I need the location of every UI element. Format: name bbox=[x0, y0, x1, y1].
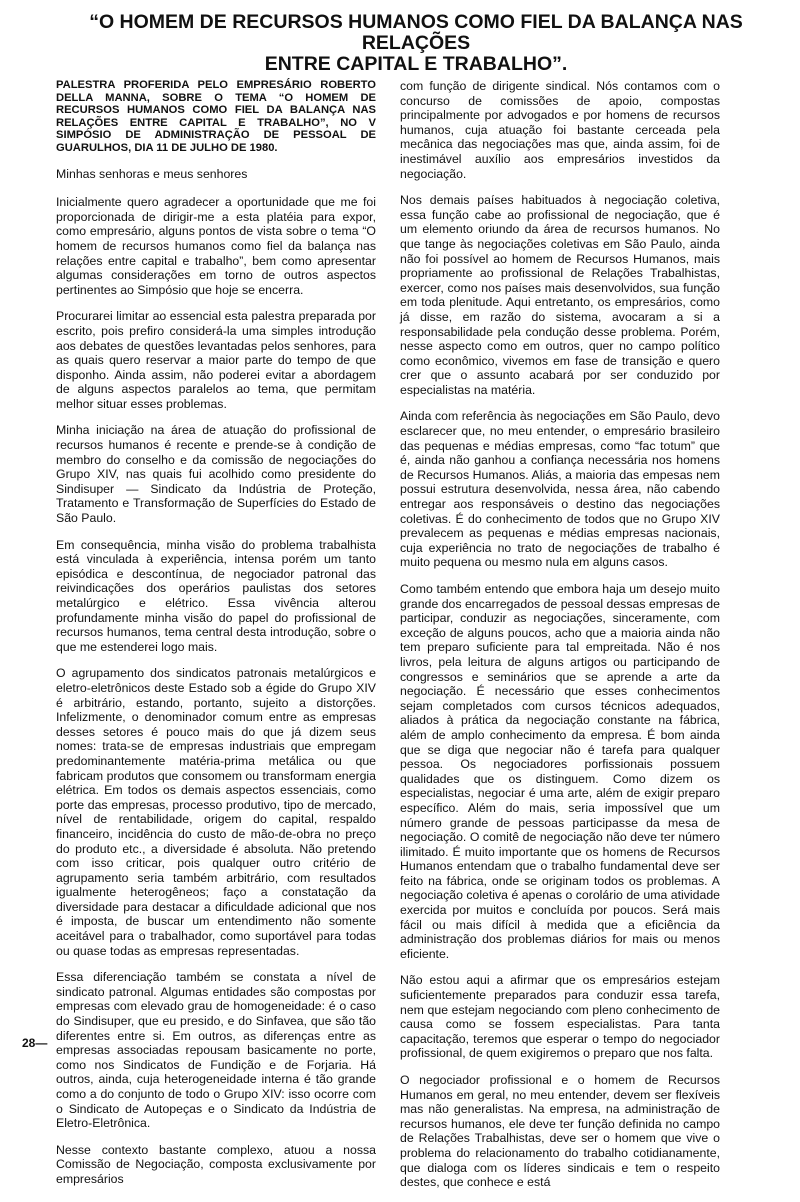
title-line: “O HOMEM DE RECURSOS HUMANOS COMO FIEL DA BALANÇA NAS RELAÇÕES bbox=[89, 11, 743, 54]
paragraph: O negociador profissional e o homem de Recursos Humanos em geral, no meu entender, devem ser flexíveis mas não generalistas. Na empresa, na administração de recursos humanos, ele deve ter função definida no campo de Relações Trabalhistas, deve ser o homem que vive o problema do relacionamento do trabalho cotidianamente, que dialoga com os líderes sindicais e tem o respeito destes, que conhece e está bbox=[400, 1073, 720, 1190]
paragraph: O agrupamento dos sindicatos patronais metalúrgicos e eletro-eletrônicos deste Estado sob a égide do Grupo XIV é arbitrário, estando, portanto, sujeito a distorções. Infelizmente, o denominador comum entre as empresas desses setores é pouco mais do que já dizem seus nomes: trata-se de empresas industriais que empregam predominantemente matéria-prima metálica ou que fabricam produtos que consomem ou transformam energia elétrica. Em todos os demais aspectos essenciais, como porte das empresas, processo produtivo, tipo de mercado, nível de rentabilidade, origem do capital, respaldo financeiro, incidência do custo de mão-de-obra no preço do produto etc., a diversidade é absoluta. Não pretendo com isso criticar, pois qualquer outro critério de agrupamento seria também arbitrário, com resultados igualmente heterogêneos; faço a constatação da diversidade para destacar a dificuldade adicional que nos é imposta, de buscar um entendimento não somente aceitável para o trabalhador, como suportável para todas ou quase todas as empresas representadas. bbox=[56, 666, 376, 958]
paragraph: Em consequência, minha visão do problema trabalhista está vinculada à experiência, intensa porém um tanto episódica e descontínua, de negociador patronal das reivindicações dos operários paulistas dos setores metalúrgico e elétrico. Essa vivência alterou profundamente minha visão do papel do profissional de recursos humanos, tema central desta introdução, sobre o que me estenderei logo mais. bbox=[56, 537, 376, 654]
text-columns bbox=[56, 79, 760, 1202]
paragraph: Minha iniciação na área de atuação do profissional de recursos humanos é recente e prende-se à condição de membro do conselho e da comissão de negociações do Grupo XIV, nas quais fui acolhido como presidente do Sindisuper — Sindicato da Indústria de Proteção, Tratamento e Transformação de Superfícies do Estado de São Paulo. bbox=[56, 423, 376, 526]
paragraph: com função de dirigente sindical. Nós contamos com o concurso de comissões de apoio, compostas principalmente por advogados e por homens de recursos humanos, cuja atuação foi bastante cerceada pela mecânica das negociações mas que, ainda assim, foi de inestimável auxílio aos empresários investidos da negociação. bbox=[400, 79, 720, 181]
page-number: 28— bbox=[22, 1036, 48, 1050]
paragraph: Procurarei limitar ao essencial esta palestra preparada por escrito, pois prefiro considerá-la uma simples introdução aos debates de questões levantadas pelos senhores, para as quais quero reservar a maior parte do tempo de que disponho. Ainda assim, não poderei evitar a abordagem de alguns aspectos paralelos ao tema, que permitam melhor situar esses problemas. bbox=[56, 309, 376, 411]
left-column bbox=[56, 79, 376, 1202]
paragraph: Essa diferenciação também se constata a nível de sindicato patronal. Algumas entidades são compostas por empresas com elevado grau de homogeneidade: é o caso do Sindisuper, que eu presido, e do Sinfavea, que são tão diferentes entre si. Em outros, as diferenças entre as empresas associadas repousam basicamente no porte, como nos Sindicatos de Fundição e de Forjaria. Há outros, ainda, cuja heterogeneidade interna é tão grande como a do conjunto de todo o Grupo XIV: isso ocorre com o Sindicato de Autopeças e o Sindicato da Indústria de Eletro-Eletrônica. bbox=[56, 970, 376, 1131]
paragraph: Não estou aqui a afirmar que os empresários estejam suficientemente preparados para conduzir essa tarefa, nem que estejam negociando com pleno conhecimento de causa como se fossem especialistas. Para tanta capacitação, teremos que esperar o tempo do negociador profissional, de quem exigiremos o preparo que nos falta. bbox=[400, 973, 720, 1061]
title-line: ENTRE CAPITAL E TRABALHO”. bbox=[264, 53, 568, 75]
paragraph: Ainda com referência às negociações em São Paulo, devo esclarecer que, no meu entender, o empresário brasileiro das pequenas e médias empresas, como “fac totum” que é, ainda não ganhou a confiança necessária nos homens de Recursos Humanos. Aliás, a maioria das empesas nem possui estrutura desenvolvida, nessa área, não cabendo entregar aos responsáveis o destino das negociações coletivas. É do conhecimento de todos que no Grupo XIV prevalecem as pequenas e médias empresas nacionais, cuja experiência no trato de negociações de trabalho é muito pequena ou mesmo nula em alguns casos. bbox=[400, 409, 720, 570]
right-column bbox=[400, 79, 720, 1202]
paragraph: Nos demais países habituados à negociação coletiva, essa função cabe ao profissional de negociação, que é um elemento oriundo da área de recursos humanos. No que tange às negociações coletivas em São Paulo, ainda não foi possível ao homem de Recursos Humanos, mais propriamente ao profissional de Relações Trabalhistas, exercer, como nos países mais desenvolvidos, sua função em toda plenitude. Aqui entretanto, os empresários, como já disse, em razão do sistema, avocaram a si a responsabilidade pela condução desse problema. Porém, nesse aspecto como em outros, quer no campo político como econômico, vivemos em fase de transição e quero crer que o assunto acabará por ser conduzido por especialistas na matéria. bbox=[400, 193, 720, 397]
paragraph: Nesse contexto bastante complexo, atuou a nossa Comissão de Negociação, composta exclusivamente por empresários bbox=[56, 1142, 376, 1186]
paragraph: Como também entendo que embora haja um desejo muito grande dos encarregados de pessoal dessas empresas de participar, conduzir as negociações, sinceramente, com exceção de alguns poucos, acho que a maioria ainda não tem preparo suficiente para tal empreitada. Não é nos livros, pela leitura de alguns artigos ou participando de congressos e seminários que se aprende a arte da negociação. É necessário que esses conhecimentos sejam completados com cursos técnicos adequados, aliados à prática da negociação constante na fábrica, além de amplo conhecimento da empresa. É bom ainda que se diga que negociar não é tarefa para qualquer pessoa. Os negociadores porfissionais possuem qualidades que os distinguem. Como dizem os especialistas, negociar é uma arte, além de exigir preparo específico. Além do mais, seria impossível que um número grande de pessoas participasse da mesa de negociação. O comitê de negociação não deve ter número ilimitado. É muito importante que os homens de Recursos Humanos entendam que o trabalho fundamental deve ser feito na fábrica, onde se originam todos os problemas. A negociação coletiva é apenas o corolário de uma atividade exercida por muitos e concluída por poucos. Será mais fácil ou mais difícil à medida que a eficiência da administração dos problemas diários for mais ou menos eficiente. bbox=[400, 582, 720, 961]
paragraph: Inicialmente quero agradecer a oportunidade que me foi proporcionada de dirigir-me a esta platéia para expor, como empresário, alguns pontos de vista sobre o tema “O homem de recursos humanos como fiel da balança nas relações entre capital e trabalho”, bem como apresentar algumas considerações em torno de outros aspectos pertinentes ao Simpósio que hoje se encerra. bbox=[56, 195, 376, 297]
article-title bbox=[56, 12, 760, 75]
intro-summary: PALESTRA PROFERIDA PELO EMPRESÁRIO ROBERTO DELLA MANNA, SOBRE O TEMA “O HOMEM DE RECURSOS HUMANOS COMO FIEL DA BALANÇA NAS RELAÇÕES ENTRE CAPITAL E TRABALHO”, NO V SIMPÓSIO DE ADMINISTRAÇÃO DE PESSOAL DE GUARULHOS, DIA 11 DE JULHO DE 1980. bbox=[56, 79, 376, 154]
greeting: Minhas senhoras e meus senhores bbox=[56, 166, 248, 181]
